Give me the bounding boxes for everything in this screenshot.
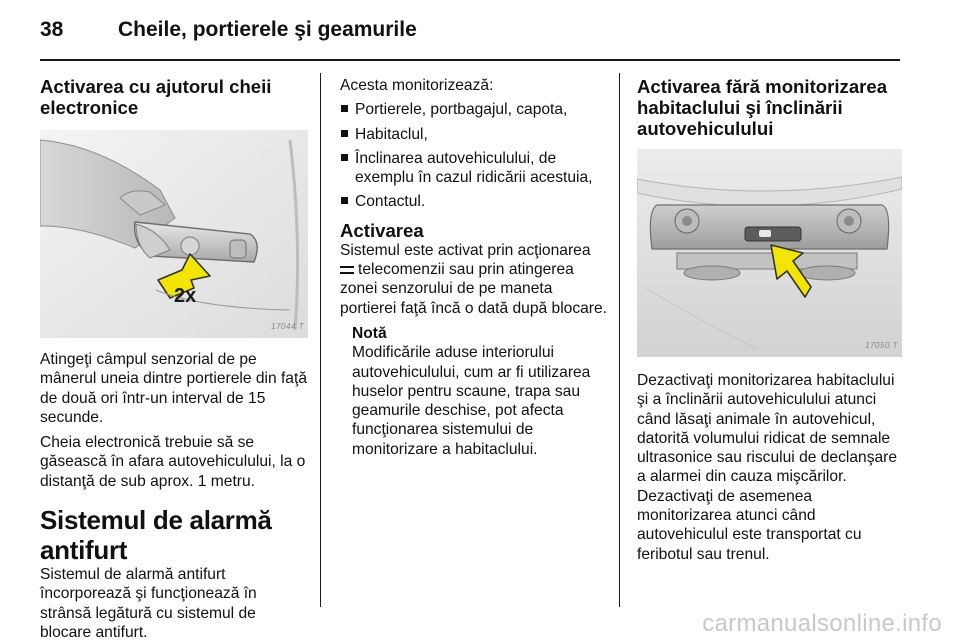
note-title: Notă bbox=[352, 324, 387, 342]
figure-2x-label: 2x bbox=[174, 285, 197, 307]
monitored-items-list bbox=[340, 100, 608, 211]
list-item: Contactul. bbox=[340, 192, 608, 211]
alarm-system-paragraph: Sistemul de alarmă antifurt încorporează şi funcţionează în strânsă legătură cu sistemul de blocare antifurt. bbox=[40, 566, 257, 641]
ceiling-console-illustration bbox=[637, 149, 902, 357]
alarm-system-section-title: Sistemul de alarmă antifurt bbox=[40, 505, 272, 566]
figure-code-2: 17050 T bbox=[865, 340, 898, 350]
chapter-title: Cheile, portierele şi geamurile bbox=[118, 18, 417, 41]
door-handle-figure bbox=[40, 130, 308, 338]
deactivation-heading: Activarea fără monitorizarea habitaclului şi înclinării autovehiculului bbox=[637, 76, 888, 139]
note-text: Modificările aduse interiorului autovehiculului, cum ar fi utilizarea huselor pentru scaune, trapa sau geamurile deschise, pot afecta funcţionarea sistemului de monitorizare a habitaclului. bbox=[352, 344, 591, 458]
deactivation-paragraph: Dezactivaţi monitorizarea habitaclului şi a înclinării autovehiculului atunci când lăsaţi animale în autovehicul, datorită volumului ridicat de semnale ultrasonice sau riscului de declanşare a alarmei din cauza mişcărilor. Dezactivaţi de asemenea monitorizarea atunci când autovehiculul este transportat cu feribotul sau trenul. bbox=[637, 372, 898, 563]
column-divider-1 bbox=[320, 73, 321, 607]
key-distance-paragraph: Cheia electronică trebuie să se găsească în afara autovehiculului, la o distanţă de sub aprox. 1 metru. bbox=[40, 434, 306, 490]
column-divider-2 bbox=[619, 73, 620, 607]
activation-text-start: Sistemul este activat prin acţionarea bbox=[340, 241, 591, 259]
list-item: Înclinarea autovehiculului, de exemplu în cazul ridicării acestuia, bbox=[340, 149, 608, 188]
remote-control-icon bbox=[340, 266, 354, 274]
header-rule bbox=[40, 59, 900, 61]
list-item: Habitaclul, bbox=[340, 125, 608, 144]
monitors-intro: Acesta monitorizează: bbox=[340, 77, 494, 94]
touch-sensor-paragraph: Atingeţi câmpul senzorial de pe mânerul uneia dintre portierele din faţă de două ori într-un interval de 15 secunde. bbox=[40, 351, 307, 426]
column-3 bbox=[637, 76, 907, 564]
door-handle-illustration bbox=[40, 130, 308, 338]
figure-code-1: 17044 T bbox=[271, 321, 304, 331]
activation-paragraph bbox=[340, 241, 608, 318]
ceiling-console-figure bbox=[637, 149, 902, 357]
list-item: Portierele, portbagajul, capota, bbox=[340, 100, 608, 119]
page-number: 38 bbox=[40, 18, 64, 41]
note-box bbox=[352, 324, 608, 459]
column-2 bbox=[340, 76, 608, 459]
activation-heading: Activarea bbox=[340, 219, 424, 241]
column-1 bbox=[40, 76, 308, 642]
activation-text-rest: telecomenzii sau prin atingerea zonei senzorului de pe maneta portierei faţă încă o dată după blocare. bbox=[340, 261, 608, 317]
watermark: carmanualsonline.info bbox=[702, 610, 942, 637]
electronic-key-heading: Activarea cu ajutorul cheii electronice bbox=[40, 76, 272, 118]
